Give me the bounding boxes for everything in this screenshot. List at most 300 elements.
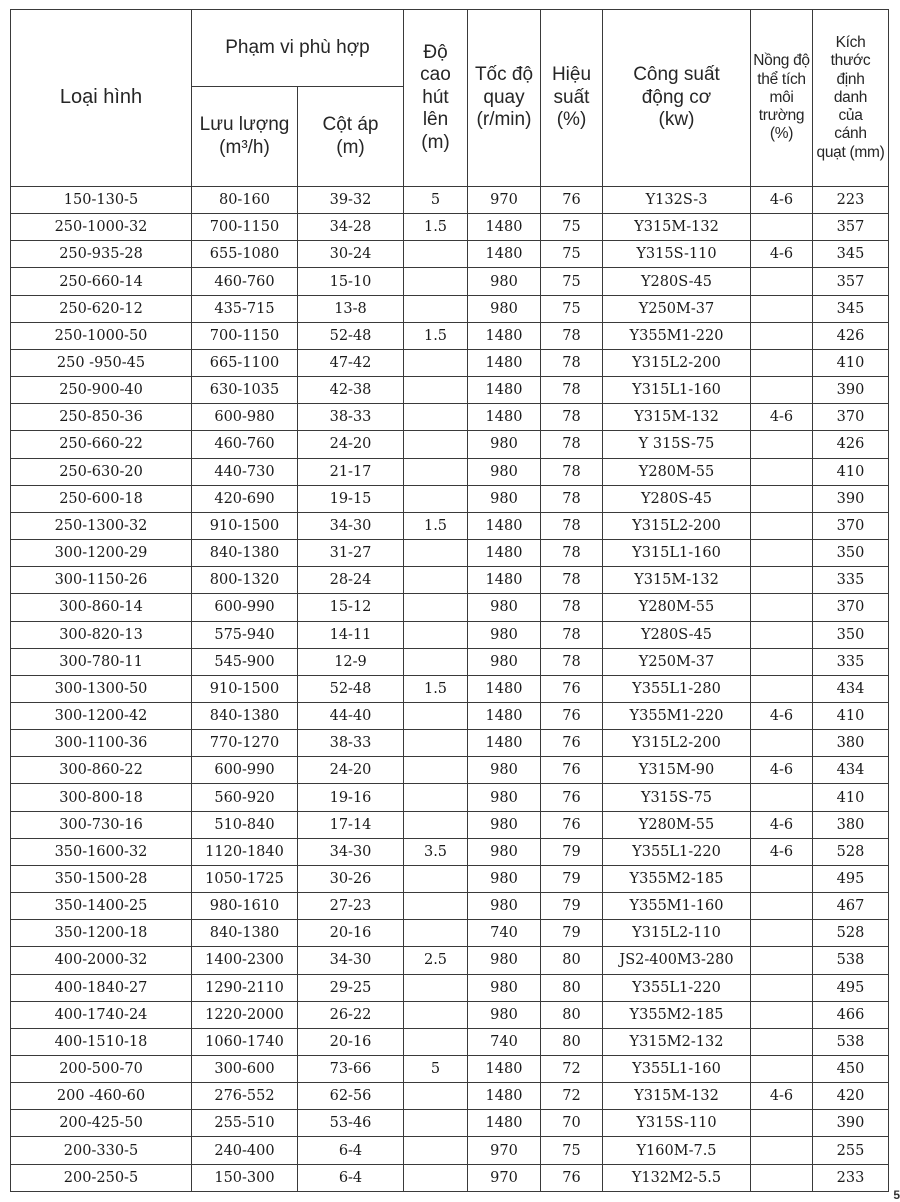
suction-height-cell (404, 730, 468, 757)
concentration-cell (751, 567, 813, 594)
flow-rate-cell: 1400-2300 (192, 947, 298, 974)
pressure-head-cell: 30-26 (298, 865, 404, 892)
impeller-size-cell: 495 (813, 865, 889, 892)
flow-rate-cell: 300-600 (192, 1056, 298, 1083)
model-cell: 300-1300-50 (11, 675, 192, 702)
suction-height-cell (404, 865, 468, 892)
head-header-lines: Cột áp (m) (322, 114, 379, 158)
concentration-cell: 4-6 (751, 702, 813, 729)
model-cell: 350-1200-18 (11, 920, 192, 947)
concentration-cell (751, 377, 813, 404)
model-cell: 300-1100-36 (11, 730, 192, 757)
motor-power-cell: Y315M-132 (603, 1083, 751, 1110)
flow-rate-cell: 910-1500 (192, 675, 298, 702)
efficiency-cell: 78 (541, 512, 603, 539)
suction-height-cell: 1.5 (404, 214, 468, 241)
model-cell: 400-1510-18 (11, 1028, 192, 1055)
motor-power-cell: Y315S-110 (603, 241, 751, 268)
concentration-cell (751, 947, 813, 974)
model-cell: 250-620-12 (11, 295, 192, 322)
efficiency-cell: 76 (541, 702, 603, 729)
efficiency-cell: 75 (541, 241, 603, 268)
rotation-speed-cell: 1480 (468, 1056, 541, 1083)
motor-power-cell: Y280S-45 (603, 268, 751, 295)
suction-height-cell (404, 784, 468, 811)
motor-power-cell: Y280M-55 (603, 594, 751, 621)
table-row (11, 214, 889, 241)
efficiency-cell: 76 (541, 1164, 603, 1191)
flow-rate-cell: 655-1080 (192, 241, 298, 268)
motor-power-cell: Y355L1-220 (603, 974, 751, 1001)
motor-power-cell: Y355M2-185 (603, 865, 751, 892)
pressure-head-cell: 38-33 (298, 730, 404, 757)
rotation-speed-cell: 1480 (468, 702, 541, 729)
flow-rate-cell: 440-730 (192, 458, 298, 485)
efficiency-cell: 79 (541, 838, 603, 865)
rotation-speed-cell: 1480 (468, 512, 541, 539)
pressure-head-cell: 24-20 (298, 757, 404, 784)
flow-rate-cell: 770-1270 (192, 730, 298, 757)
table-row (11, 838, 889, 865)
model-cell: 200-330-5 (11, 1137, 192, 1164)
table-row (11, 974, 889, 1001)
concentration-cell: 4-6 (751, 838, 813, 865)
pressure-head-cell: 15-12 (298, 594, 404, 621)
model-cell: 250-900-40 (11, 377, 192, 404)
pressure-head-cell: 52-48 (298, 322, 404, 349)
efficiency-cell: 78 (541, 404, 603, 431)
rotation-speed-cell: 980 (468, 268, 541, 295)
motor-power-cell: Y315L2-200 (603, 730, 751, 757)
header-volume-concentration (751, 10, 813, 187)
flow-rate-cell: 420-690 (192, 485, 298, 512)
model-cell: 150-130-5 (11, 187, 192, 214)
impeller-size-cell: 390 (813, 377, 889, 404)
model-cell: 350-1500-28 (11, 865, 192, 892)
suction-height-cell (404, 431, 468, 458)
motor-power-cell: Y355M2-185 (603, 1001, 751, 1028)
pressure-head-cell: 6-4 (298, 1137, 404, 1164)
concentration-cell (751, 1110, 813, 1137)
impeller-size-cell: 467 (813, 893, 889, 920)
concentration-cell (751, 1056, 813, 1083)
pressure-head-cell: 19-16 (298, 784, 404, 811)
suction-height-cell: 3.5 (404, 838, 468, 865)
suction-height-cell (404, 648, 468, 675)
impeller-size-cell: 350 (813, 540, 889, 567)
efficiency-cell: 72 (541, 1056, 603, 1083)
flow-rate-cell: 1060-1740 (192, 1028, 298, 1055)
concentration-cell (751, 621, 813, 648)
flow-rate-cell: 150-300 (192, 1164, 298, 1191)
impeller-size-cell: 528 (813, 920, 889, 947)
suction-height-cell (404, 594, 468, 621)
motor-power-cell: Y315L2-200 (603, 349, 751, 376)
flow-header-lines: Lưu lượng (m³/h) (199, 114, 290, 158)
pressure-head-cell: 24-20 (298, 431, 404, 458)
concentration-cell (751, 485, 813, 512)
pressure-head-cell: 17-14 (298, 811, 404, 838)
motor-power-cell: Y280S-45 (603, 621, 751, 648)
table-row (11, 1001, 889, 1028)
table-row (11, 187, 889, 214)
model-cell: 250-850-36 (11, 404, 192, 431)
concentration-cell (751, 594, 813, 621)
impeller-size-cell: 450 (813, 1056, 889, 1083)
efficiency-cell: 76 (541, 757, 603, 784)
motor-power-cell: Y132S-3 (603, 187, 751, 214)
motor-power-cell: Y315L2-200 (603, 512, 751, 539)
impeller-size-cell: 223 (813, 187, 889, 214)
flow-rate-cell: 575-940 (192, 621, 298, 648)
flow-rate-cell: 800-1320 (192, 567, 298, 594)
flow-rate-cell: 545-900 (192, 648, 298, 675)
rotation-speed-cell: 1480 (468, 1110, 541, 1137)
model-cell: 250-935-28 (11, 241, 192, 268)
pressure-head-cell: 14-11 (298, 621, 404, 648)
suction-height-cell: 1.5 (404, 675, 468, 702)
rotation-speed-cell: 1480 (468, 214, 541, 241)
pressure-head-cell: 12-9 (298, 648, 404, 675)
rotation-speed-cell: 1480 (468, 322, 541, 349)
flow-rate-cell: 510-840 (192, 811, 298, 838)
impeller-size-cell: 357 (813, 268, 889, 295)
concentration-cell (751, 540, 813, 567)
efficiency-cell: 78 (541, 621, 603, 648)
rotation-speed-cell: 980 (468, 431, 541, 458)
model-cell: 200 -460-60 (11, 1083, 192, 1110)
flow-rate-cell: 980-1610 (192, 893, 298, 920)
motor-power-cell: Y280S-45 (603, 485, 751, 512)
table-row (11, 295, 889, 322)
efficiency-header-lines: Hiệu suất (%) (551, 64, 592, 131)
efficiency-cell: 75 (541, 214, 603, 241)
concentration-cell (751, 1028, 813, 1055)
suction-height-cell (404, 241, 468, 268)
concentration-header-lines: Nồng độ thể tích môi trường (%) (753, 52, 810, 143)
rotation-speed-cell: 980 (468, 865, 541, 892)
impeller-size-cell: 233 (813, 1164, 889, 1191)
pressure-head-cell: 34-30 (298, 838, 404, 865)
impeller-size-cell: 370 (813, 404, 889, 431)
impeller-header-lines: Kích thước định danh của cánh quạt (mm) (816, 34, 885, 161)
concentration-cell (751, 349, 813, 376)
impeller-size-cell: 380 (813, 811, 889, 838)
table-row (11, 540, 889, 567)
suction-height-cell (404, 920, 468, 947)
suction-height-cell: 2.5 (404, 947, 468, 974)
suction-height-cell (404, 1110, 468, 1137)
table-header (11, 10, 889, 187)
efficiency-cell: 80 (541, 974, 603, 1001)
model-cell: 300-860-14 (11, 594, 192, 621)
suction-height-cell (404, 1028, 468, 1055)
concentration-cell (751, 431, 813, 458)
suction-header-lines: Độ cao hút lên (m) (420, 41, 451, 153)
pressure-head-cell: 34-28 (298, 214, 404, 241)
motor-power-cell: Y355L1-280 (603, 675, 751, 702)
suction-height-cell (404, 485, 468, 512)
impeller-size-cell: 350 (813, 621, 889, 648)
efficiency-cell: 75 (541, 1137, 603, 1164)
pressure-head-cell: 47-42 (298, 349, 404, 376)
efficiency-cell: 80 (541, 1001, 603, 1028)
flow-rate-cell: 1220-2000 (192, 1001, 298, 1028)
table-row (11, 947, 889, 974)
concentration-cell (751, 268, 813, 295)
concentration-cell: 4-6 (751, 404, 813, 431)
suction-height-cell (404, 1001, 468, 1028)
flow-rate-cell: 910-1500 (192, 512, 298, 539)
impeller-size-cell: 426 (813, 322, 889, 349)
model-cell: 350-1600-32 (11, 838, 192, 865)
model-cell: 400-2000-32 (11, 947, 192, 974)
table-row (11, 431, 889, 458)
model-cell: 400-1740-24 (11, 1001, 192, 1028)
rotation-speed-cell: 980 (468, 811, 541, 838)
rotation-speed-cell: 1480 (468, 567, 541, 594)
impeller-size-cell: 410 (813, 784, 889, 811)
table-row (11, 268, 889, 295)
model-cell: 300-800-18 (11, 784, 192, 811)
motor-power-cell: Y250M-37 (603, 648, 751, 675)
impeller-size-cell: 495 (813, 974, 889, 1001)
suction-height-cell: 5 (404, 187, 468, 214)
suction-height-cell (404, 811, 468, 838)
efficiency-cell: 79 (541, 920, 603, 947)
efficiency-cell: 76 (541, 730, 603, 757)
table-row (11, 757, 889, 784)
rotation-speed-cell: 1480 (468, 730, 541, 757)
header-impeller-size (813, 10, 889, 187)
concentration-cell: 4-6 (751, 1083, 813, 1110)
impeller-size-cell: 335 (813, 648, 889, 675)
model-cell: 300-820-13 (11, 621, 192, 648)
impeller-size-cell: 390 (813, 1110, 889, 1137)
table-row (11, 349, 889, 376)
table-row (11, 621, 889, 648)
model-cell: 250-660-14 (11, 268, 192, 295)
table-row (11, 1056, 889, 1083)
pump-spec-table (10, 9, 889, 1192)
impeller-size-cell: 538 (813, 1028, 889, 1055)
header-pressure-head (298, 87, 404, 187)
model-cell: 300-1200-42 (11, 702, 192, 729)
efficiency-cell: 80 (541, 947, 603, 974)
motor-power-cell: Y355M1-220 (603, 322, 751, 349)
motor-power-cell: Y160M-7.5 (603, 1137, 751, 1164)
model-cell: 300-860-22 (11, 757, 192, 784)
motor-power-cell: Y250M-37 (603, 295, 751, 322)
pressure-head-cell: 73-66 (298, 1056, 404, 1083)
impeller-size-cell: 335 (813, 567, 889, 594)
pressure-head-cell: 34-30 (298, 947, 404, 974)
table-row (11, 1164, 889, 1191)
efficiency-cell: 78 (541, 594, 603, 621)
motor-power-cell: Y315L2-110 (603, 920, 751, 947)
flow-rate-cell: 276-552 (192, 1083, 298, 1110)
suction-height-cell (404, 702, 468, 729)
flow-rate-cell: 600-990 (192, 757, 298, 784)
suction-height-cell (404, 621, 468, 648)
rotation-speed-cell: 980 (468, 974, 541, 1001)
page-number: 5 (893, 1188, 900, 1202)
model-cell: 250-1000-32 (11, 214, 192, 241)
suction-height-cell (404, 1137, 468, 1164)
concentration-cell: 4-6 (751, 757, 813, 784)
table-row (11, 893, 889, 920)
flow-rate-cell: 600-980 (192, 404, 298, 431)
table-row (11, 730, 889, 757)
table-row (11, 241, 889, 268)
rotation-speed-cell: 1480 (468, 1083, 541, 1110)
pressure-head-cell: 30-24 (298, 241, 404, 268)
impeller-size-cell: 410 (813, 702, 889, 729)
concentration-cell: 4-6 (751, 811, 813, 838)
concentration-cell (751, 920, 813, 947)
model-cell: 400-1840-27 (11, 974, 192, 1001)
table-row (11, 1028, 889, 1055)
impeller-size-cell: 410 (813, 349, 889, 376)
pressure-head-cell: 31-27 (298, 540, 404, 567)
concentration-cell (751, 322, 813, 349)
pressure-head-cell: 28-24 (298, 567, 404, 594)
table-row (11, 485, 889, 512)
concentration-cell (751, 458, 813, 485)
concentration-cell (751, 865, 813, 892)
efficiency-cell: 76 (541, 811, 603, 838)
power-header-lines: Công suất động cơ (kw) (633, 64, 720, 131)
flow-rate-cell: 840-1380 (192, 702, 298, 729)
table-row (11, 920, 889, 947)
table-row (11, 784, 889, 811)
table-row (11, 594, 889, 621)
rotation-speed-cell: 980 (468, 295, 541, 322)
suction-height-cell (404, 567, 468, 594)
motor-power-cell: Y132M2-5.5 (603, 1164, 751, 1191)
table-row (11, 377, 889, 404)
efficiency-cell: 78 (541, 648, 603, 675)
rotation-speed-cell: 980 (468, 1001, 541, 1028)
table-row (11, 675, 889, 702)
impeller-size-cell: 370 (813, 594, 889, 621)
model-cell: 250-630-20 (11, 458, 192, 485)
impeller-size-cell: 345 (813, 241, 889, 268)
flow-rate-cell: 460-760 (192, 431, 298, 458)
suction-height-cell (404, 349, 468, 376)
header-suitable-range: Phạm vi phù hợp (192, 10, 404, 87)
concentration-cell (751, 295, 813, 322)
concentration-cell (751, 974, 813, 1001)
efficiency-cell: 75 (541, 295, 603, 322)
suction-height-cell: 1.5 (404, 322, 468, 349)
pressure-head-cell: 42-38 (298, 377, 404, 404)
table-body (11, 187, 889, 1192)
efficiency-cell: 78 (541, 431, 603, 458)
flow-rate-cell: 840-1380 (192, 920, 298, 947)
pressure-head-cell: 62-56 (298, 1083, 404, 1110)
model-cell: 250-600-18 (11, 485, 192, 512)
rotation-speed-cell: 1480 (468, 675, 541, 702)
efficiency-cell: 75 (541, 268, 603, 295)
pressure-head-cell: 15-10 (298, 268, 404, 295)
model-cell: 350-1400-25 (11, 893, 192, 920)
flow-rate-cell: 1050-1725 (192, 865, 298, 892)
model-cell: 200-500-70 (11, 1056, 192, 1083)
concentration-cell (751, 1137, 813, 1164)
efficiency-cell: 78 (541, 485, 603, 512)
rotation-speed-cell: 1480 (468, 404, 541, 431)
pressure-head-cell: 20-16 (298, 1028, 404, 1055)
motor-power-cell: JS2-400M3-280 (603, 947, 751, 974)
rotation-speed-cell: 980 (468, 893, 541, 920)
concentration-cell (751, 1001, 813, 1028)
concentration-cell (751, 784, 813, 811)
impeller-size-cell: 420 (813, 1083, 889, 1110)
suction-height-cell (404, 1164, 468, 1191)
rotation-speed-cell: 980 (468, 458, 541, 485)
table-row (11, 404, 889, 431)
flow-rate-cell: 255-510 (192, 1110, 298, 1137)
header-efficiency (541, 10, 603, 187)
rotation-speed-cell: 1480 (468, 377, 541, 404)
concentration-cell: 4-6 (751, 241, 813, 268)
suction-height-cell (404, 757, 468, 784)
table-row (11, 1137, 889, 1164)
rotation-speed-cell: 740 (468, 920, 541, 947)
table-row (11, 1083, 889, 1110)
concentration-cell (751, 893, 813, 920)
motor-power-cell: Y315S-75 (603, 784, 751, 811)
flow-rate-cell: 700-1150 (192, 322, 298, 349)
motor-power-cell: Y355M1-160 (603, 893, 751, 920)
impeller-size-cell: 345 (813, 295, 889, 322)
suction-height-cell (404, 377, 468, 404)
table-row (11, 567, 889, 594)
suction-height-cell (404, 893, 468, 920)
flow-rate-cell: 630-1035 (192, 377, 298, 404)
impeller-size-cell: 426 (813, 431, 889, 458)
efficiency-cell: 70 (541, 1110, 603, 1137)
flow-rate-cell: 460-760 (192, 268, 298, 295)
motor-power-cell: Y 315S-75 (603, 431, 751, 458)
model-cell: 300-730-16 (11, 811, 192, 838)
flow-rate-cell: 840-1380 (192, 540, 298, 567)
flow-rate-cell: 80-160 (192, 187, 298, 214)
flow-rate-cell: 1120-1840 (192, 838, 298, 865)
rotation-speed-cell: 1480 (468, 540, 541, 567)
rotation-speed-cell: 980 (468, 784, 541, 811)
concentration-cell (751, 1164, 813, 1191)
motor-power-cell: Y315M-132 (603, 567, 751, 594)
pressure-head-cell: 26-22 (298, 1001, 404, 1028)
motor-power-cell: Y280M-55 (603, 458, 751, 485)
pressure-head-cell: 13-8 (298, 295, 404, 322)
impeller-size-cell: 255 (813, 1137, 889, 1164)
efficiency-cell: 79 (541, 865, 603, 892)
impeller-size-cell: 528 (813, 838, 889, 865)
rotation-speed-cell: 980 (468, 838, 541, 865)
efficiency-cell: 78 (541, 349, 603, 376)
flow-rate-cell: 665-1100 (192, 349, 298, 376)
impeller-size-cell: 380 (813, 730, 889, 757)
model-cell: 250-660-22 (11, 431, 192, 458)
efficiency-cell: 76 (541, 187, 603, 214)
table-row (11, 1110, 889, 1137)
model-cell: 200-250-5 (11, 1164, 192, 1191)
impeller-size-cell: 434 (813, 757, 889, 784)
impeller-size-cell: 434 (813, 675, 889, 702)
